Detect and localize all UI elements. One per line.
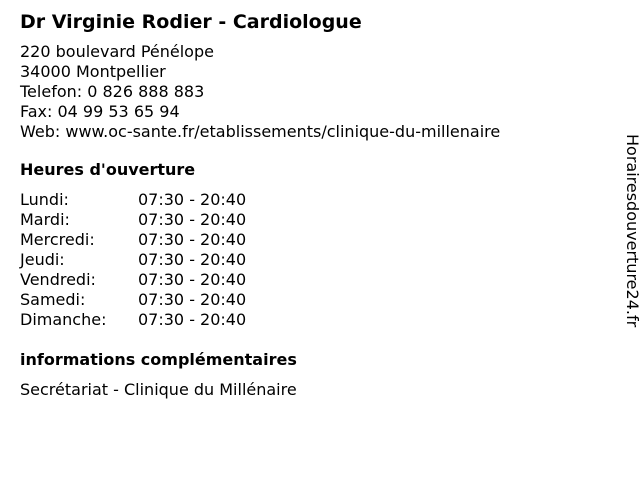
hours-row [20,190,600,210]
business-card [20,10,600,400]
page-title: Dr Virginie Rodier - Cardiologue [20,11,362,33]
address-line-1: 220 boulevard Pénélope [20,42,214,61]
hours-time: 07:30 - 20:40 [138,230,247,249]
hours-time: 07:30 - 20:40 [138,290,247,309]
hours-row [20,210,600,230]
hours-table [20,190,600,330]
hours-time: 07:30 - 20:40 [138,210,247,229]
hours-day: Mardi: [20,210,70,229]
hours-row [20,310,600,330]
hours-row [20,270,600,290]
hours-time: 07:30 - 20:40 [138,190,247,209]
address-line-2: 34000 Montpellier [20,62,166,81]
hours-day: Samedi: [20,290,86,309]
hours-time: 07:30 - 20:40 [138,310,247,329]
info-text: Secrétariat - Clinique du Millénaire [20,380,297,399]
hours-row [20,290,600,310]
hours-heading: Heures d'ouverture [20,160,196,179]
hours-row [20,250,600,270]
hours-day: Dimanche: [20,310,107,329]
hours-row [20,230,600,250]
hours-day: Jeudi: [20,250,65,269]
hours-time: 07:30 - 20:40 [138,250,247,269]
hours-day: Lundi: [20,190,69,209]
contact-block [20,42,600,142]
phone-line: Telefon: 0 826 888 883 [20,82,205,101]
watermark-text: Horairesdouverture24.fr [623,134,642,328]
hours-day: Mercredi: [20,230,95,249]
info-heading: informations complémentaires [20,350,297,369]
fax-line: Fax: 04 99 53 65 94 [20,102,180,121]
hours-time: 07:30 - 20:40 [138,270,247,289]
web-line: Web: www.oc-sante.fr/etablissements/clinique-du-millenaire [20,122,501,141]
hours-day: Vendredi: [20,270,96,289]
